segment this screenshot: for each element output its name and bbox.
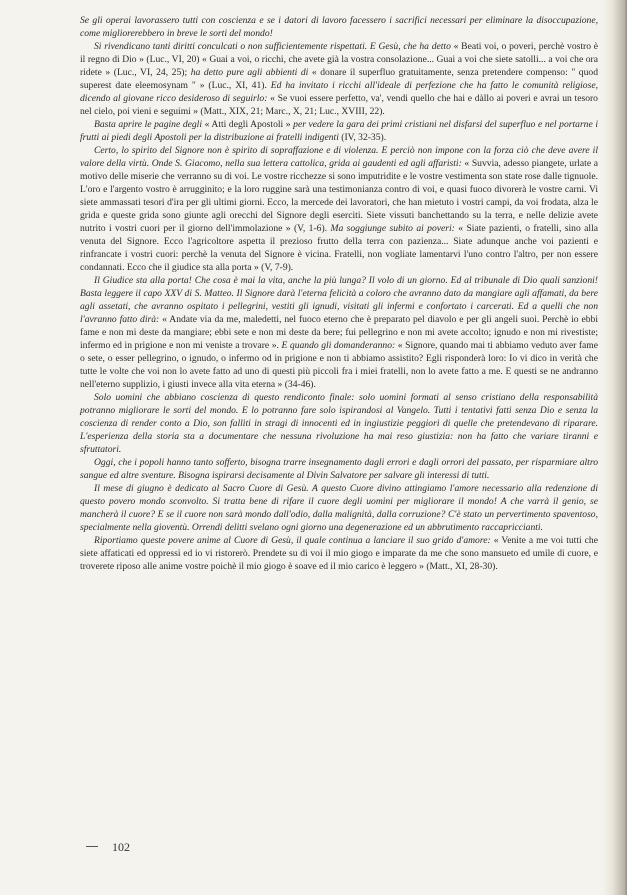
binding-shadow <box>603 0 627 895</box>
paragraph-5 <box>80 274 598 391</box>
paragraph-5-seg-1: Il Giudice sta alla porta! Che cosa è mai la vita, anche la più lunga? Il volo di un giorno. Ed al tribunale di Dio quali sanzioni! Basta leggere il capo XXV di S. Matteo. Il Signore darà l'eterna felicità a coloro che avranno dato da mangiare agli affamati, da bere agli assetati, che avranno ospitato i pellegrini, vestiti gli ignudi, visitati gli infermi e confortato i carcerati. Ed a quelli che non l'avranno fatto dirà: <box>80 275 598 325</box>
paragraph-6 <box>80 391 598 456</box>
paragraph-4-seg-2: « Suvvia, adesso piangete, urlate a motivo delle miserie che verranno su di voi. Le vostre ricchezze si sono imputridite e le vostre vestimenta son state rose dalle tignuole. L'oro e l'argento vostro è arrugginito; e la loro ruggine sarà una testimonianza contro di voi, e quasi fuoco divorerà le vostre carni. Vi siete ammassati tesori d'ira per gli ultimi giorni. Ecco, la mercede dei lavoratori, che han mietuto i vostri campi, da voi frodata, alza le grida e queste grida sono giunte agli orecchi del Signore degli eserciti. Siete vissuti banchettando su la terra, e nelle delizie avete nutrito i vostri cuori per il giorno dell'immolazione » (V, 1-6). <box>80 158 598 234</box>
paragraph-2-seg-5: Ed ha invitato i ricchi all'ideale di perfezione che ha fatto le comunità religiose, dicendo al giovane ricco desideroso di seguirlo: <box>80 80 598 104</box>
paragraph-8-text: Il mese di giugno è dedicato al Sacro Cuore di Gesù. A questo Cuore divino attingiamo l'amore necessario alla redenzione di questo povero mondo sconvolto. Si tratta bene di rifare il cuore degli uomini per migliorare il mondo! A che varrà il genio, se mancherà il cuore? E se il cuore non sarà mondo dall'odio, dalla malignità, dalla corruzione? C'è stato un pervertimento spaventoso, specialmente nella gioventù. Orrendi delitti svelano ogni giorno una degenerazione ed un abbrutimento raccapriccianti. <box>80 483 598 533</box>
paragraph-4-seg-4: « Siate pazienti, o fratelli, sino alla venuta del Signore. Ecco l'agricoltore aspetta il prezioso frutto della terra con pazienza... Siate adunque anche voi pazienti e rinfrancate i vostri cuori: perchè la venuta del Signore è vicina. Fratelli, non vogliate lamentarvi l'uno contro l'altro, per non essere condannati. Ecco che il giudice sta alla porta » (V, 7-9). <box>80 223 598 273</box>
paragraph-3-seg-3: per vedere la gara dei primi cristiani nel disfarsi del superfluo e nel portarne i frutti ai piedi degli Apostoli per la distribuzione ai fratelli indigenti <box>80 119 598 143</box>
paragraph-9-seg-2: « Venite a me voi tutti che siete affaticati ed oppressi ed io vi ristorerò. Prendete su di voi il mio giogo e imparate da me che sono mansueto ed umile di cuore, e troverete riposo alle anime vostre poichè il mio giogo è soave ed il mio carico è leggero » (Matt., XI, 28-30). <box>80 535 598 572</box>
paragraph-2-seg-2: « Beati voi, o poveri, perchè vostro è il regno di Dio » (Luc., VI, 20) « Guai a voi, o ricchi, che avete già la vostra consolazione... Guai a voi che siete satolli... a voi che ora ridete » (Luc., VI, 24, 25); <box>80 41 599 78</box>
paragraph-4-seg-1: Certo, lo spirito del Signore non è spirito di sopraffazione e di violenza. E perciò non impone con la forza ciò che deve avere il valore della virtù. Onde S. Giacomo, nella sua lettera cattolica, grida ai gaudenti ed agli affaristi: <box>80 145 598 169</box>
page-number-dash <box>86 846 98 847</box>
paragraph-9-seg-1: Riportiamo queste povere anime al Cuore di Gesù, il quale continua a lanciare il suo grido d'amore: <box>94 535 494 546</box>
paragraph-4-seg-3: Ma soggiunge subito ai poveri: <box>330 223 459 234</box>
paragraph-5-seg-4: « Signore, quando mai ti abbiamo veduto aver fame o sete, o esser pellegrino, o ignudo, o infermo od in prigione e non ti abbiamo assistito? Egli risponderà loro: Io vi dico in verità che tutte le volte che voi non lo avete fatto ad uno di questi più piccoli fra i miei fratelli, non lo avete fatto a me. E questi se ne andranno nell'eterno supplizio, i giusti invece alla vita eterna » (34-46). <box>80 340 599 390</box>
paragraph-9 <box>80 534 598 573</box>
paragraph-4 <box>80 144 598 274</box>
paragraph-1-text: Se gli operai lavorassero tutti con coscienza e se i datori di lavoro facessero i sacrifici necessari per eliminare la disoccupazione, come migliorerebbero in breve le sorti del mondo! <box>80 15 598 39</box>
paragraph-3 <box>80 118 598 144</box>
page-text <box>80 14 598 573</box>
paragraph-2-seg-1: Si rivendicano tanti diritti conculcati o non sufficientemente rispettati. E Gesù, che ha detto <box>94 41 454 52</box>
paragraph-5-seg-3: E quando gli domanderanno: <box>281 340 398 351</box>
paragraph-7-text: Oggi, che i popoli hanno tanto sofferto, bisogna trarre insegnamento dagli errori e dagli orrori del passato, per risparmiare altro sangue ed altre sventure. Bisogna ispirarsi decisamente al Divin Salvatore per salvare gli interessi di tutti. <box>80 457 598 481</box>
paragraph-7 <box>80 456 598 482</box>
paragraph-1 <box>80 14 598 40</box>
paragraph-3-seg-1: Basta aprire le pagine degli <box>94 119 205 130</box>
paragraph-3-seg-2: « Atti degli Apostoli » <box>204 119 294 130</box>
paragraph-6-text: Solo uomini che abbiano coscienza di questo rendiconto finale: solo uomini formati al senso cristiano della responsabilità potranno migliorare le sorti del mondo. E lo potranno fare solo ispirandosi al Vangelo. Tutti i tentativi fatti senza Dio e senza la coscienza di render conto a Dio, son falliti in stragi di innocenti ed in ingiustizie peggiori di quelle che pretendevano di riparare. L'esperienza della storia sta a documentare che nessuna rivoluzione ha mai reso giustizia: non ha fatto che variare tiranni e sfruttatori. <box>80 392 598 455</box>
paragraph-3-seg-4: (IV, 32-35). <box>341 132 387 143</box>
paragraph-5-seg-2: « Andate via da me, maledetti, nel fuoco eterno che è preparato pel diavolo e per gli angeli suoi. Perchè io ebbi fame e non mi deste da mangiare; ebbi sete e non mi deste da bere; fui pellegrino e non mi avete accolto; ignudo e non mi rivestiste; infermo ed in prigione e non mi veniste a trovare ». <box>80 314 598 351</box>
paragraph-2 <box>80 40 598 118</box>
paragraph-8 <box>80 482 598 534</box>
paragraph-2-seg-3: ha detto pure agli abbienti di <box>190 67 312 78</box>
paragraph-2-seg-4: « donare il superfluo gratuitamente, senza pretendere compenso: " quod superest date eleemosynam " » (Luc., XI, 41). <box>80 67 598 91</box>
page-number: 102 <box>112 840 130 854</box>
paragraph-2-seg-6: « Se vuoi essere perfetto, va', vendi quello che hai e dàllo ai poveri e avrai un tesoro nel cielo, poi vieni e seguimi » (Matt., XIX, 21; Marc., X, 21; Luc., XVIII, 22). <box>80 93 598 117</box>
